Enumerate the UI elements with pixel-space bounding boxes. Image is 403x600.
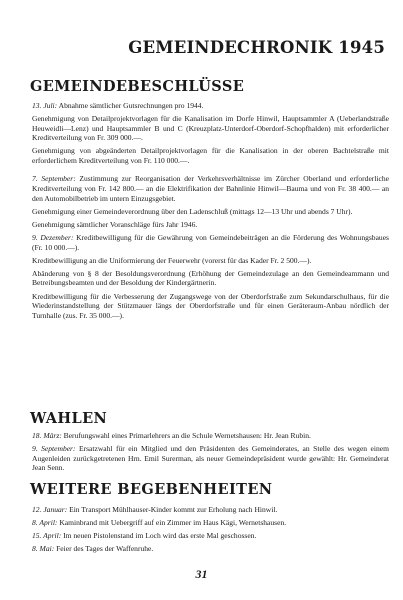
chronicle-entry xyxy=(32,146,389,165)
entry-text: Zustimmung zur Reorganisation der Verkehrsverhältnisse im Zürcher Oberland und erforderliche Kreditverteilung von Fr. 142 800.— an die Elektrifikation der Bahnlinie Hinwil—Bauma und von Fr. 38 400.— an den Automobilbetrieb im untern Einzugsgebiet. xyxy=(32,174,389,203)
entry-text: Berufungswahl eines Primarlehrers an die Schule Wernetshausen: Hr. Jean Rubin. xyxy=(61,431,311,440)
entry-text: Genehmigung einer Gemeindeverordnung über den Ladenschluß (mittags 12—13 Uhr und abends 7 Uhr). xyxy=(32,206,353,216)
chronicle-entry xyxy=(32,431,389,441)
entry-date: 9. September: xyxy=(32,444,76,454)
entry-text: Kreditbewilligung für die Gewährung von Gemeindebeiträgen an die Förderung des Wohnungsbaues (Fr. 10 000.—). xyxy=(32,232,389,252)
entry-text: Kaminbrand mit Uebergriff auf ein Zimmer im Haus Kägi, Wernetshausen. xyxy=(57,518,287,528)
chronicle-entry xyxy=(32,207,389,217)
entry-date: 9. Dezember: xyxy=(32,232,74,242)
section-title-weitere-begebenheiten: WEITERE BEGEBENHEITEN xyxy=(30,481,273,498)
chronicle-entry xyxy=(32,114,389,143)
entry-date: 13. Juli: xyxy=(32,101,58,110)
section-wahlen xyxy=(32,431,389,476)
entry-date: 15. April: xyxy=(32,531,62,541)
chronicle-entry xyxy=(32,518,389,528)
entry-date: 12. Januar: xyxy=(32,505,68,514)
chronicle-entry xyxy=(32,292,389,321)
entry-text: Ersatzwahl für ein Mitglied und den Präsidenten des Gemeinderates, an Stelle des wegen einem Augenleiden zurückgetretenen Hrn. Emil Surerman, als neuer Gemeindepräsident wurde gewählt: Hr. Gemeinderat Jean Senn. xyxy=(32,444,389,473)
entry-text: Abnahme sämtlicher Gutsrechnungen pro 1944. xyxy=(57,101,204,110)
chronicle-entry xyxy=(32,444,389,473)
chronicle-entry xyxy=(32,220,389,230)
entry-text: Ein Transport Mühlhauser-Kinder kommt zur Erholung nach Hinwil. xyxy=(67,505,278,514)
chronicle-entry xyxy=(32,233,389,252)
entry-text: Genehmigung sämtlicher Voranschläge fürs Jahr 1946. xyxy=(32,219,198,229)
entry-text: Genehmigung von Detailprojektvorlagen für die Kanalisation im Dorfe Hinwil, Hauptsammler A (Ueberlandstraße Heuweidli—Lenz) und Hauptsammler B und C (Kreuzplatz-Unterdorf-Oberdorf-Schopfhalden) mit erforderlicher Kreditverteilung von Fr. 309 000.—. xyxy=(32,114,389,143)
chronicle-entry xyxy=(32,531,389,541)
entry-date: 7. September: xyxy=(32,174,76,184)
section-title-gemeindebeschluesse: GEMEINDEBESCHLÜSSE xyxy=(30,78,245,95)
entry-text: Genehmigung von abgeänderten Detailprojektvorlagen für die Kanalisation in der oberen Bachtelstraße mit erforderlichem Kreditverteilung von Fr. 110 000.—. xyxy=(32,146,389,165)
chronicle-entry xyxy=(32,174,389,203)
entry-date: 18. März: xyxy=(32,431,62,440)
chronicle-entry xyxy=(32,544,389,554)
entry-date: 8. April: xyxy=(32,518,58,528)
entry-text: Kreditbewilligung für die Verbesserung der Zugangswege von der Oberdorfstraße zum Sekundarschulhaus, für die Wiederinstandstellung der Stützmauer längs der Oberdorfstraße und für einen Geräteraum-Anbau nördlich der Turnhalle (zus. Fr. 35 000.—). xyxy=(32,291,389,320)
page-number: 31 xyxy=(195,567,208,581)
entry-text: Feier des Tages der Waffenruhe. xyxy=(54,544,154,554)
chronicle-entry xyxy=(32,505,389,515)
chronicle-entry xyxy=(32,101,389,111)
entry-text: Im neuen Pistolenstand im Loch wird das erste Mal geschossen. xyxy=(61,531,257,541)
section-gemeindebeschluesse xyxy=(32,101,389,324)
section-title-wahlen: WAHLEN xyxy=(30,410,108,427)
page-header-title: GEMEINDECHRONIK 1945 xyxy=(128,38,385,57)
entry-date: 8. Mai: xyxy=(32,544,55,554)
section-weitere-begebenheiten xyxy=(32,505,389,558)
chronicle-entry xyxy=(32,256,389,266)
entry-text: Abänderung von § 8 der Besoldungsverordnung (Erhöhung der Gemeindezulage an den Gemeindeammann und Betreibungsbeamten und der Besoldung der Kindergärtnerin. xyxy=(32,268,389,288)
chronicle-entry xyxy=(32,269,389,288)
entry-text: Kreditbewilligung an die Uniformierung der Feuerwehr (vorerst für das Kader Fr. 2 500.—). xyxy=(32,255,312,265)
